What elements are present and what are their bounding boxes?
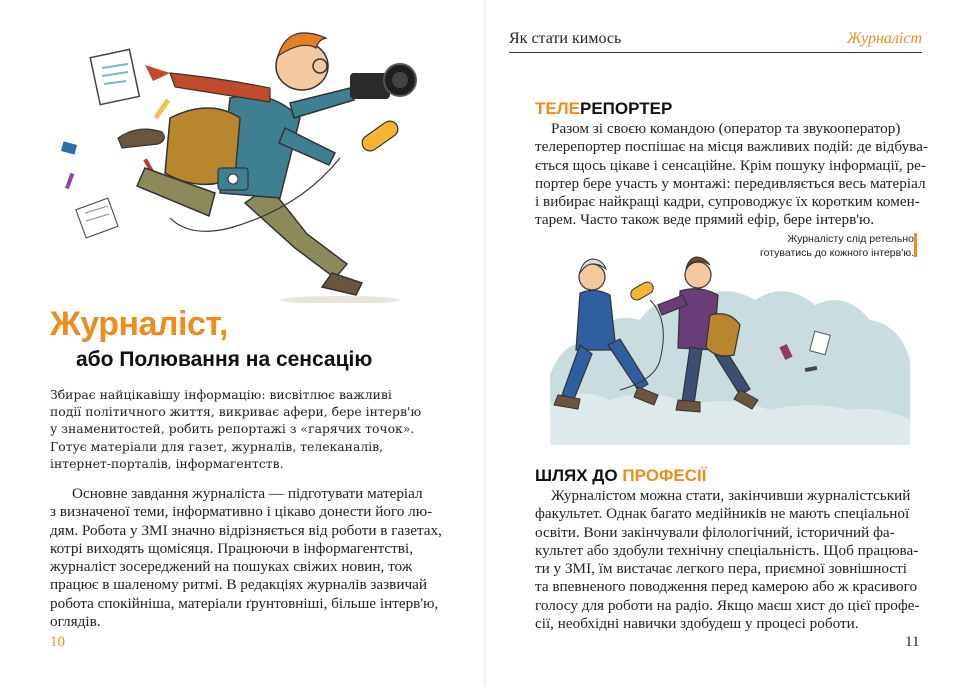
section-title-rest: ШЛЯХ ДО bbox=[535, 466, 623, 485]
body-line: Разом зі своєю командою (оператор та звукооператор) bbox=[551, 120, 901, 137]
page-number-right: 11 bbox=[905, 634, 920, 650]
article-subtitle: або Полювання на сенсацію bbox=[76, 348, 373, 371]
lead-line: Збирає найцікавішу інформацію: висвітлює важливі bbox=[50, 387, 392, 402]
running-header-chapter: Журналіст bbox=[846, 30, 922, 47]
interview-chase-svg bbox=[550, 255, 910, 445]
body-paragraph-left bbox=[50, 485, 445, 631]
body-line: факультет. Однак багато медійників не мають спеціальної bbox=[535, 505, 910, 523]
body-line: оглядів. bbox=[50, 613, 101, 631]
caption-line: Журналісту слід ретельно bbox=[787, 233, 914, 245]
body-line: Журналістом можна стати, закінчивши журналістський bbox=[551, 487, 911, 504]
interview-chase-illustration bbox=[550, 255, 910, 445]
body-line: Основне завдання журналіста — підготувати матеріал bbox=[72, 485, 423, 502]
body-line: дям. Робота у ЗМІ значно відрізняється від роботи в газетах, bbox=[50, 521, 442, 539]
running-journalist-svg bbox=[40, 18, 460, 303]
body-line: голосу для роботи на радіо. Якщо маєш хист до цієї профе- bbox=[535, 596, 920, 614]
header-rule bbox=[509, 52, 922, 53]
lead-line: у знаменитостей, робить репортажі з «гарячих точок». bbox=[50, 421, 415, 437]
section-title-rest: РЕПОРТЕР bbox=[580, 99, 673, 118]
body-line: з визначеної теми, інформативно і цікаво донести його лю- bbox=[50, 503, 433, 521]
body-line: журналіст зосереджений на пошуках свіжих новин, тож bbox=[50, 558, 413, 576]
lead-line: події політичного життя, викриває афери, бере інтерв'ю bbox=[50, 404, 422, 420]
page-number-left: 10 bbox=[50, 634, 65, 650]
body-line: портер бере участь у монтажі: передивляється весь матеріал bbox=[535, 174, 926, 192]
body-line: ти у ЗМІ, їм вистачає легкого пера, приємної зовнішності bbox=[535, 560, 907, 578]
section-title-accent: ТЕЛЕ bbox=[535, 99, 580, 118]
section1-body bbox=[535, 120, 928, 230]
article-title: Журналіст, bbox=[50, 305, 228, 343]
body-line: тарем. Часто також веде прямий ефір, бере інтерв'ю. bbox=[535, 211, 875, 229]
lead-paragraph bbox=[50, 386, 450, 472]
body-line: ється щось цікаве і сенсаційне. Крім пошуку інформації, ре- bbox=[535, 156, 926, 174]
section-title-telereporter bbox=[535, 99, 672, 119]
lead-line: інтернет-порталів, інформагентств. bbox=[50, 455, 284, 471]
body-line: культет або здобули технічну спеціальність. Щоб працюва- bbox=[535, 541, 919, 559]
body-line: та впевненого поводження перед камерою або ж красивого bbox=[535, 578, 918, 596]
section-title-accent: ПРОФЕСІЇ bbox=[622, 466, 707, 485]
right-page bbox=[485, 0, 970, 686]
body-line: телерепортер поспішає на місця важливих подій: де відбува- bbox=[535, 138, 928, 156]
running-journalist-illustration bbox=[40, 18, 460, 303]
section-title-career-path bbox=[535, 466, 706, 486]
body-line: працює в шаленому ритмі. В редакціях журналів зазвичай bbox=[50, 576, 427, 594]
running-header-book: Як стати кимось bbox=[509, 30, 622, 47]
caption-line: готуватись до кожного інтерв'ю. bbox=[760, 247, 914, 259]
caption-accent-bar bbox=[914, 233, 917, 257]
body-line: освіти. Вони закінчували філологічний, історичний фа- bbox=[535, 523, 895, 541]
section2-body bbox=[535, 487, 925, 633]
lead-line: Готує матеріали для газет, журналів, телеканалів, bbox=[50, 438, 384, 454]
body-line: котрі виходять щомісяця. Працюючи в інформагентстві, bbox=[50, 539, 413, 557]
body-line: робота спокійніша, матеріали ґрунтовніші, більше інтерв'ю, bbox=[50, 594, 439, 612]
body-line: сії, необхідні навички здобудеш у процесі роботи. bbox=[535, 615, 859, 633]
body-line: і вибирає найкращі кадри, супроводжує їх коротким комен- bbox=[535, 193, 920, 211]
